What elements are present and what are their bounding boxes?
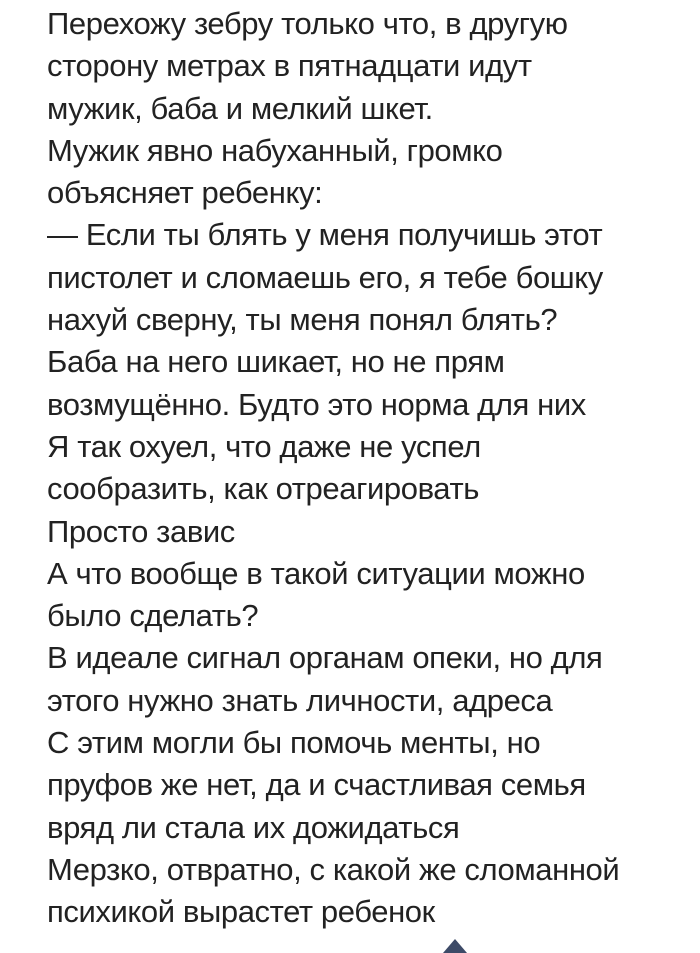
post-line: — Если ты блять у меня получишь этот	[47, 217, 603, 253]
post-line: Мерзко, отвратно, с какой же сломанной	[47, 851, 620, 887]
post-line: Баба на него шикает, но не прям	[47, 344, 505, 380]
post-line: В идеале сигнал органам опеки, но для	[47, 640, 603, 676]
post-line: возмущённо. Будто это норма для них	[47, 386, 586, 422]
post-line: мужик, баба и мелкий шкет.	[47, 90, 433, 126]
triangle-up-icon[interactable]	[443, 939, 467, 953]
post-line: объясняет ребенку:	[47, 175, 323, 211]
post-line: Просто завис	[47, 513, 235, 549]
post-line: сообразить, как отреагировать	[47, 471, 479, 507]
post-line: С этим могли бы помочь менты, но	[47, 725, 541, 761]
post-line: нахуй сверну, ты меня понял блять?	[47, 302, 558, 338]
post-line: пруфов же нет, да и счастливая семья	[47, 767, 586, 803]
post-line: сторону метрах в пятнадцати идут	[47, 48, 532, 84]
post-line: было сделать?	[47, 598, 259, 634]
post-line: этого нужно знать личности, адреса	[47, 682, 553, 718]
post-line: пистолет и сломаешь его, я тебе бошку	[47, 259, 603, 295]
post-line: психикой вырастет ребенок	[47, 894, 435, 930]
post-line: Перехожу зебру только что, в другую	[47, 6, 568, 41]
post-line: Я так охуел, что даже не успел	[47, 428, 481, 464]
post-text	[47, 0, 687, 934]
post-line: А что вообще в такой ситуации можно	[47, 555, 585, 591]
post-line: вряд ли стала их дожидаться	[47, 809, 460, 845]
post-line: Мужик явно набуханный, громко	[47, 132, 503, 168]
